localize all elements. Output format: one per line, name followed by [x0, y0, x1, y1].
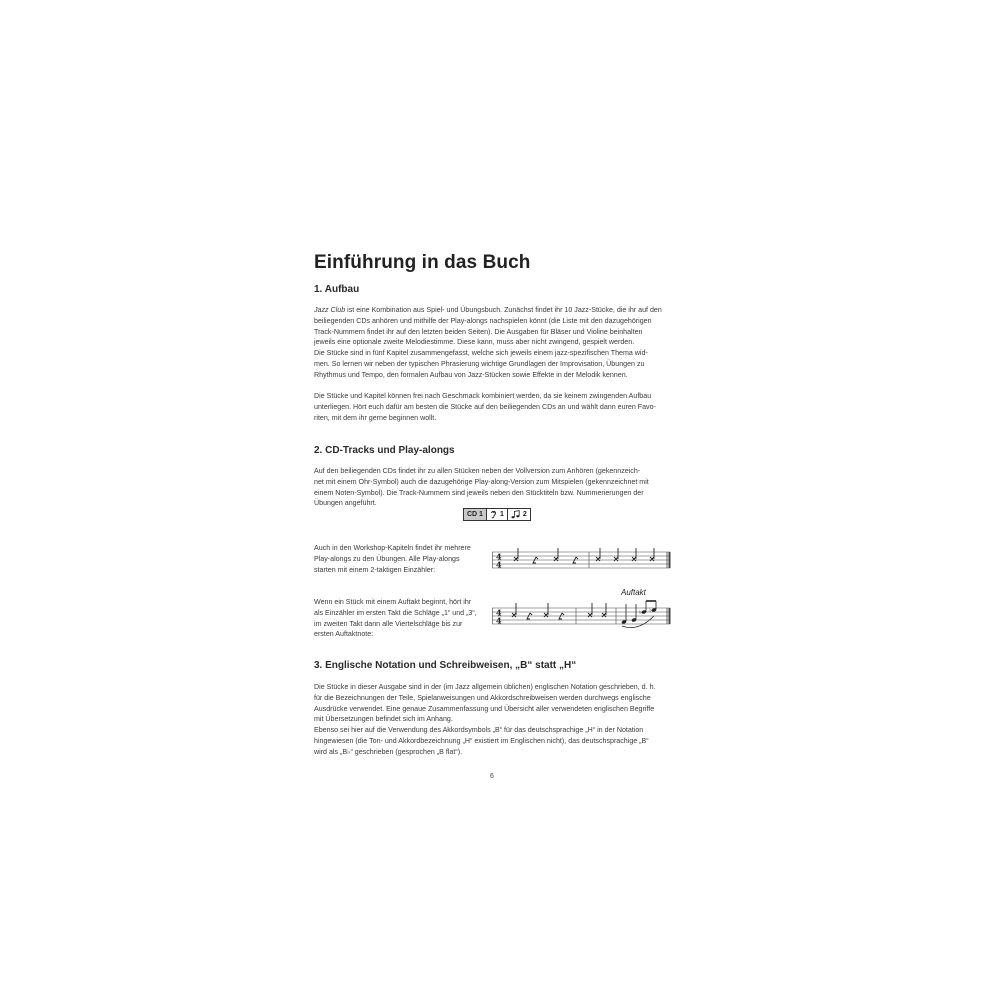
text-line: Auch in den Workshop-Kapiteln findet ihr mehrere: [314, 544, 471, 552]
auftakt-label: Auftakt: [621, 588, 646, 597]
pickup-staff: [492, 598, 672, 630]
text-line: Ausdrücke verwendet. Eine genaue Zusammenfassung und Übersicht aller verwendeten englischen Begriffe: [314, 704, 655, 713]
svg-text:♭: ♭: [649, 607, 652, 614]
text-line: einem Noten-Symbol). Die Track-Nummern sind jeweils neben den Stücktiteln bzw. Nummerierungen der: [314, 488, 644, 497]
text-line: Auf den beiliegenden CDs findet ihr zu allen Stücken neben der Vollversion zum Anhören (gekennzeich-: [314, 467, 641, 475]
section-heading-notation: 3. Englische Notation und Schreibweisen, „B“ statt „H“: [314, 660, 577, 671]
text-line: Die Stücke in dieser Ausgabe sind in der (im Jazz allgemein üblichen) englischen Notation geschrieben, d. h.: [314, 683, 656, 691]
count-in-staff: [492, 548, 672, 574]
note-track-number: 2: [522, 511, 527, 518]
text-line: für die Bezeichnungen der Teile, Spielanweisungen und Akkordschreibweisen werden durchwegs englische: [314, 693, 651, 702]
text-segment: ist eine Kombination aus Spiel- und Übungsbuch. Zunächst findet ihr 10 Jazz-Stücke, die ihr auf den: [345, 306, 662, 314]
text-line: Play-alongs zu den Übungen. Alle Play-alongs: [314, 554, 460, 563]
ear-icon: [490, 510, 497, 519]
text-line: ersten Auftaktnote:: [314, 630, 374, 639]
text-line: Übungen angeführt.: [314, 499, 377, 508]
text-line: als Einzähler im ersten Takt die Schläge „1“ und „3“,: [314, 608, 477, 617]
text-line: unterliegen. Hört euch dafür am besten die Stücke auf den beiliegenden CDs an und wählt dann euren Favo-: [314, 402, 656, 411]
page-number: 6: [490, 773, 494, 780]
svg-text:4: 4: [496, 607, 502, 618]
text-line: jeweils eine optionale zweite Melodiestimme. Diese kann, muss aber nicht zwingend, gespielt werden.: [314, 338, 635, 347]
section-heading-cd-tracks: 2. CD-Tracks und Play-alongs: [314, 445, 455, 456]
section-heading-aufbau: 1. Aufbau: [314, 284, 360, 295]
text-line: net mit einem Ohr-Symbol) auch die dazugehörige Play-along-Version zum Mitspielen (gekennzeichnet mit: [314, 477, 649, 486]
ear-track: [487, 509, 508, 520]
text-line: Rhythmus und Tempo, den formalen Aufbau von Jazz-Stücken sowie Effekte in der Melodik kennen.: [314, 370, 628, 379]
music-note-icon: [511, 510, 520, 519]
svg-text:4: 4: [496, 615, 502, 626]
text-line: mit Übersetzungen befindet sich im Anhang.: [314, 715, 453, 724]
text-line: [314, 305, 671, 316]
svg-text:4: 4: [496, 559, 502, 570]
cd-track-legend: [463, 508, 531, 521]
einzaehler-paragraph: [314, 543, 484, 575]
aufbau-paragraph-1: [314, 305, 671, 381]
ear-track-number: 1: [499, 511, 504, 518]
text-line: beiliegenden CDs anhören und mithilfe der Play-alongs nachspielen könnt (die Liste mit den dazugehörigen: [314, 316, 652, 325]
text-line: hingewiesen (die Ton- und Akkordbezeichnung „H“ existiert im Englischen nicht), das deutschsprachige „B“: [314, 736, 649, 745]
text-line: riten, mit dem ihr gerne beginnen wollt.: [314, 413, 437, 422]
text-line: im zweiten Takt dann alle Viertelschläge bis zur: [314, 619, 463, 628]
text-line: starten mit einem 2-taktigen Einzähler:: [314, 565, 436, 574]
auftakt-paragraph: [314, 597, 484, 640]
svg-text:♭: ♭: [639, 609, 642, 616]
text-line: Die Stücke sind in fünf Kapitel zusammengefasst, welche sich jeweils einem jazz-spezifischen Thema wid-: [314, 349, 648, 358]
cd-label: CD 1: [464, 509, 487, 520]
text-line: men. So lernen wir neben der typischen Phrasierung wichtige Grundlagen der Improvisation, Übungen zu: [314, 359, 645, 368]
text-line: Track-Nummern findet ihr auf den letzten beiden Seiten). Die Ausgaben für Bläser und Violine beinhalten: [314, 327, 643, 336]
cd-tracks-paragraph: [314, 466, 671, 509]
text-line: wird als „B♭“ geschrieben (gesprochen „B flat“).: [314, 747, 463, 756]
text-line: Wenn ein Stück mit einem Auftakt beginnt, hört ihr: [314, 598, 472, 606]
text-line: Die Stücke und Kapitel können frei nach Geschmack kombiniert werden, da sie keinem zwingenden Aufbau: [314, 392, 652, 400]
book-title-italic: Jazz Club: [314, 306, 346, 314]
note-track: [508, 509, 530, 520]
notation-paragraph: [314, 682, 671, 758]
svg-text:4: 4: [496, 551, 502, 562]
aufbau-paragraph-2: [314, 391, 671, 423]
page-title: Einführung in das Buch: [314, 252, 531, 273]
text-line: Ebenso sei hier auf die Verwendung des Akkordsymbols „B“ für das deutschsprachige „H“ in der Notation: [314, 726, 644, 735]
